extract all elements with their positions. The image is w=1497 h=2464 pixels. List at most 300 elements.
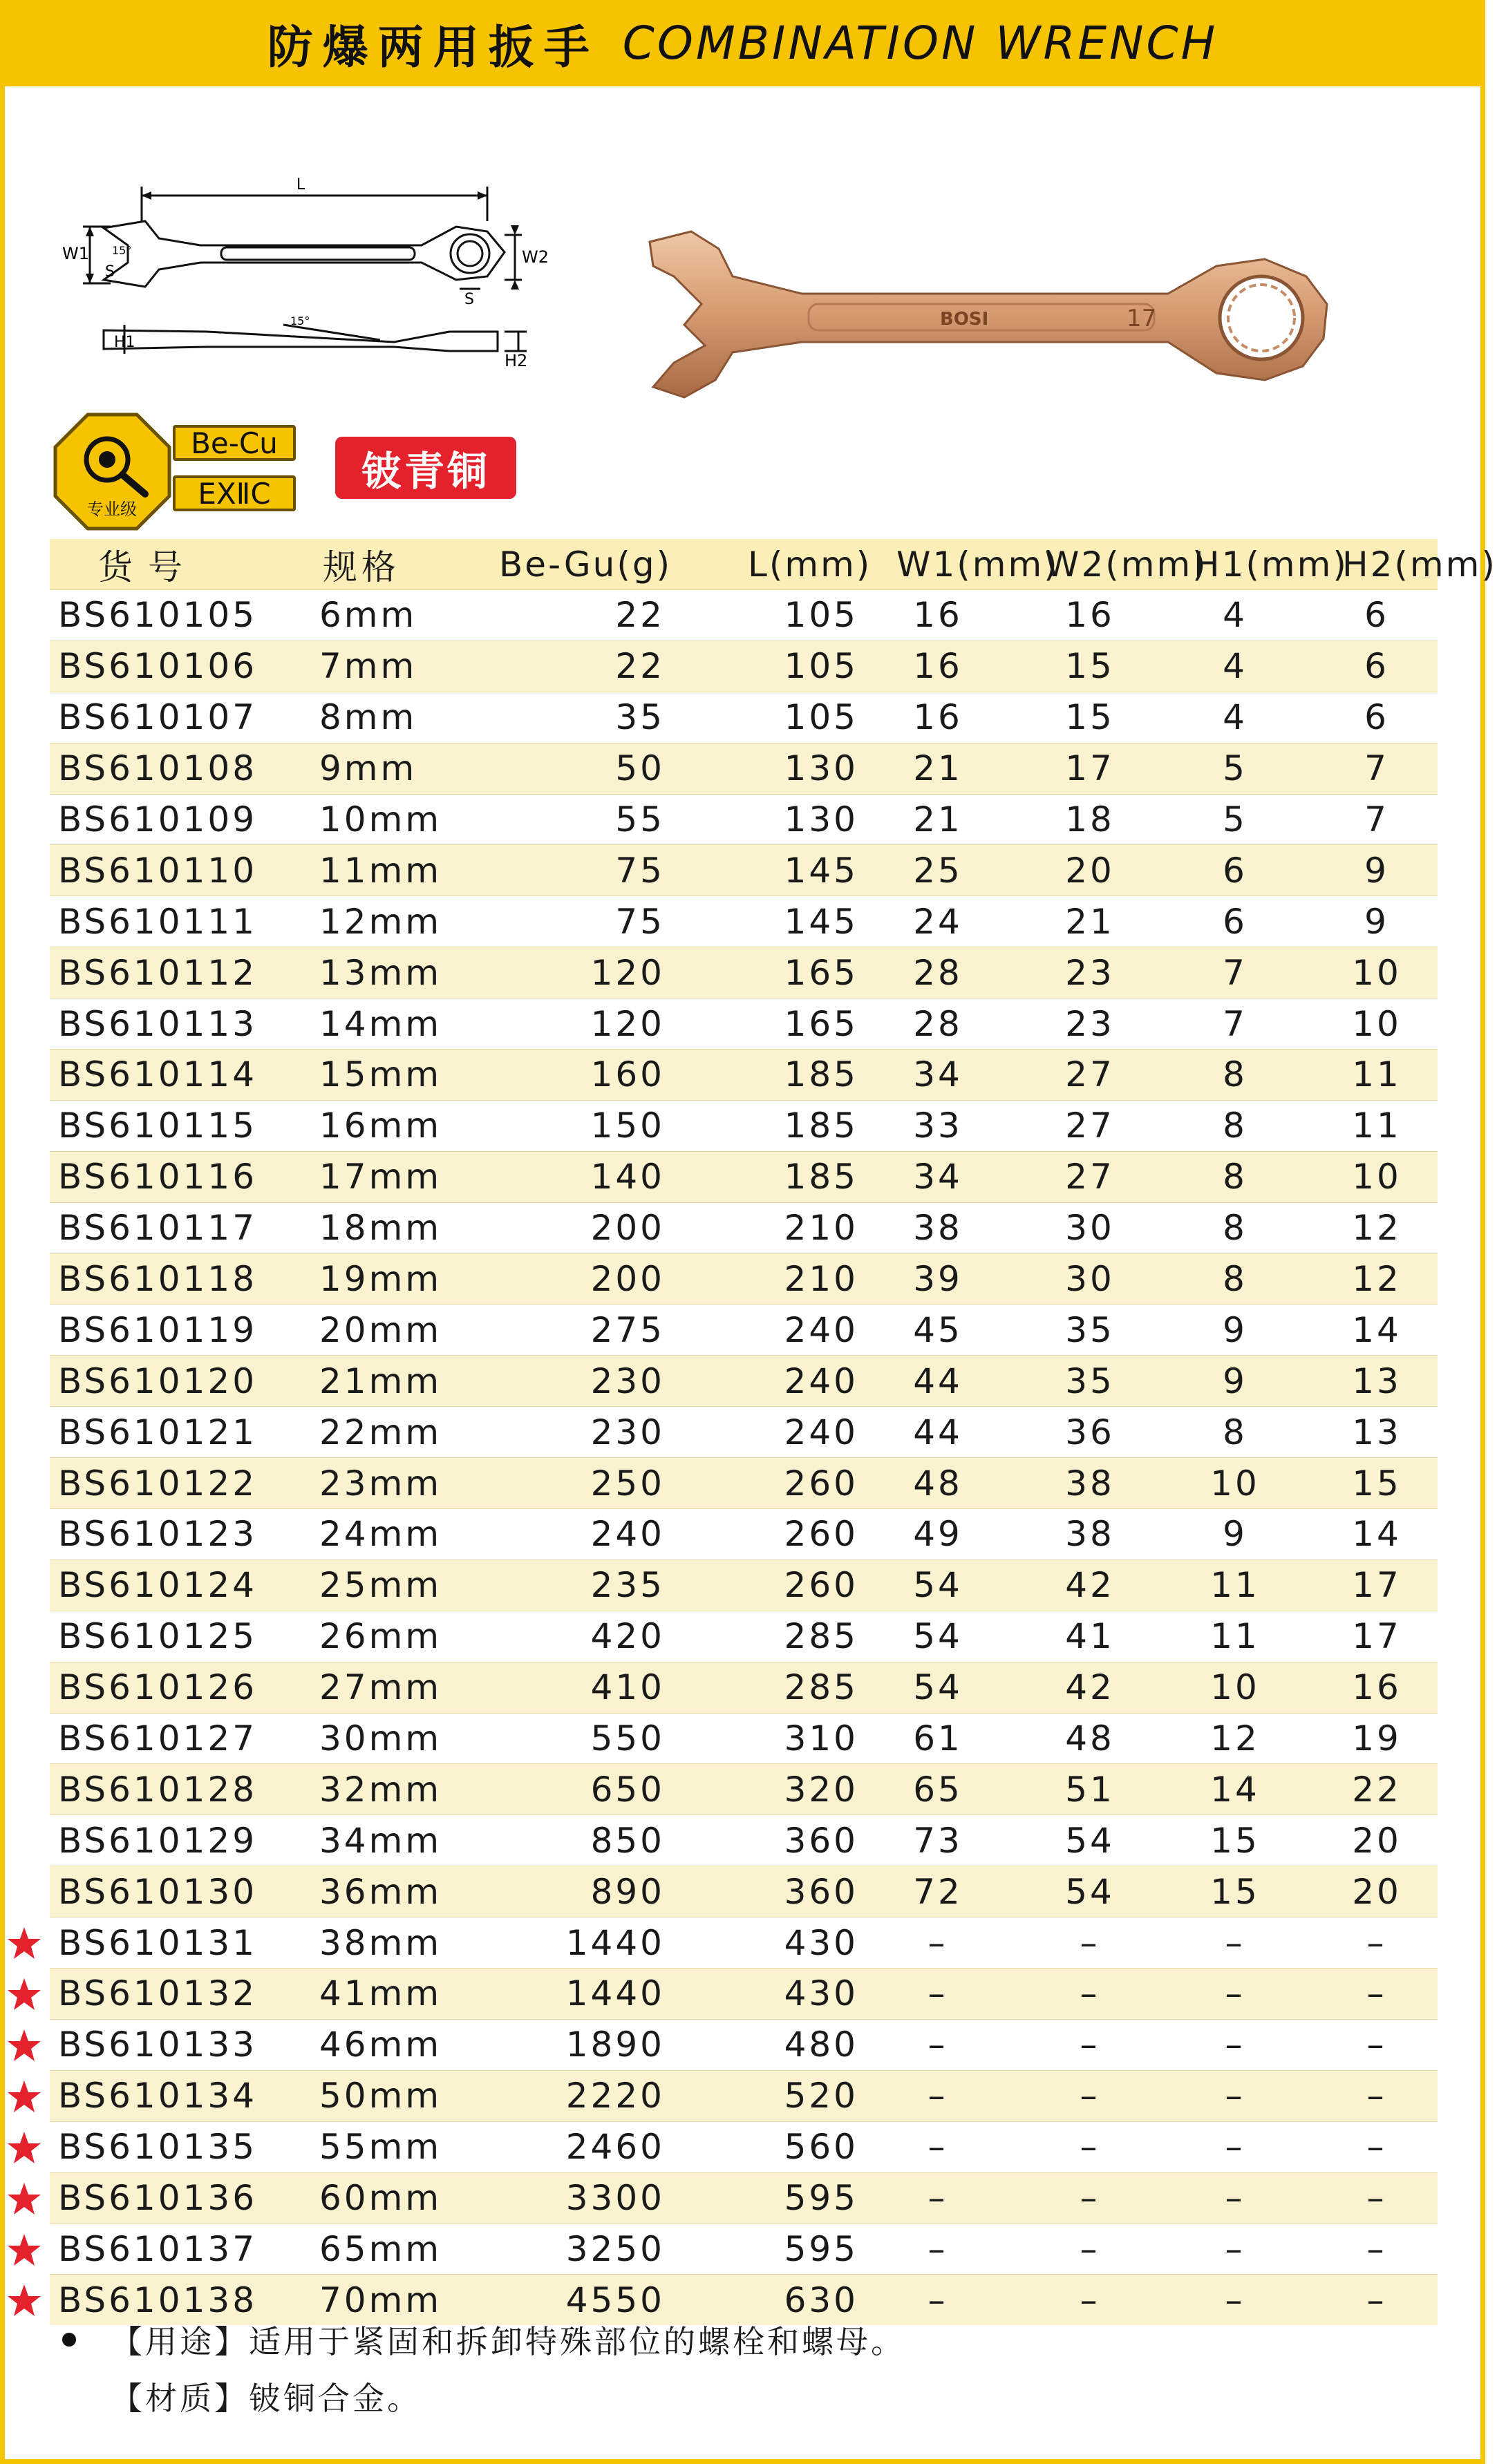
dim-label-W1: W1 [62,244,89,263]
professional-grade-icon [52,411,173,532]
cell-h2: – [1366,2076,1387,2116]
table-row [50,641,1438,692]
page-header [0,0,1485,86]
cell-code: BS610109 [58,799,258,840]
cell-code: BS610128 [58,1769,258,1810]
table-row [50,1713,1438,1764]
cell-h1: 7 [1223,1003,1248,1044]
cell-h2: 14 [1352,1309,1402,1350]
cell-w2: 48 [1065,1718,1115,1759]
cell-code: BS610107 [58,697,258,738]
table-row [50,2070,1438,2121]
cell-length: 130 [784,748,858,789]
photo-brand: BOSI [940,309,989,330]
cell-h1: – [1225,1922,1245,1963]
cell-weight: 1890 [565,2025,665,2065]
cell-h2: 14 [1352,1514,1402,1555]
cell-code: BS610133 [58,2025,258,2065]
cell-code: BS610106 [58,646,258,687]
cell-h2: 10 [1352,1157,1402,1197]
cell-h2: 17 [1352,1565,1402,1606]
table-row [50,1968,1438,2019]
table-row [50,998,1438,1049]
cell-code: BS610116 [58,1157,258,1197]
technical-drawing [62,166,549,373]
cell-h2: 13 [1352,1412,1402,1452]
cell-h2: 20 [1352,1871,1402,1912]
cell-h1: – [1225,2025,1245,2065]
cell-length: 310 [784,1718,858,1759]
cell-size: 10mm [319,799,442,840]
cell-weight: 200 [590,1208,665,1249]
header-code: 货号 [98,547,198,587]
cell-h1: 8 [1223,1412,1248,1452]
cell-h1: 4 [1223,595,1248,636]
cell-w2: 54 [1065,1871,1115,1912]
cell-length: 480 [784,2025,858,2065]
cell-weight: 120 [590,952,665,993]
cell-w1: 44 [913,1412,963,1452]
cell-code: BS610132 [58,1973,258,2014]
note-usage [55,2311,905,2368]
cell-h2: 22 [1352,1769,1402,1810]
cell-code: BS610118 [58,1259,258,1300]
cell-h2: 9 [1364,901,1389,942]
cell-weight: 3300 [565,2178,665,2219]
cell-size: 18mm [319,1208,442,1249]
table-row [50,1202,1438,1253]
cell-weight: 140 [590,1157,665,1197]
cell-w1: 16 [913,646,963,687]
cell-length: 560 [784,2127,858,2168]
cell-weight: 75 [615,850,665,891]
cell-w2: – [1080,1922,1100,1963]
cell-weight: 3250 [565,2228,665,2269]
cell-length: 520 [784,2076,858,2116]
table-row [50,1355,1438,1406]
cell-h1: 6 [1223,901,1248,942]
cell-length: 105 [784,697,858,738]
cell-h2: 10 [1352,952,1402,993]
cell-w2: 27 [1065,1157,1115,1197]
cell-weight: 890 [590,1871,665,1912]
cell-size: 9mm [319,748,417,789]
cell-h2: – [1366,2025,1387,2065]
cell-w2: – [1080,2127,1100,2168]
cell-h1: 8 [1223,1208,1248,1249]
cell-h2: 17 [1352,1616,1402,1657]
cell-weight: 550 [590,1718,665,1759]
cell-size: 70mm [319,2280,442,2320]
star-icon [7,1977,41,2011]
cell-w1: – [928,2076,948,2116]
cell-code: BS610121 [58,1412,258,1452]
cell-h1: – [1225,2280,1245,2320]
cell-weight: 1440 [565,1973,665,2014]
material-badge: Be-Cu [173,425,296,461]
cell-w1: 24 [913,901,963,942]
cell-weight: 22 [615,646,665,687]
cell-weight: 230 [590,1361,665,1401]
cell-h2: – [1366,2178,1387,2219]
title-english: COMBINATION WRENCH [622,17,1218,70]
table-row [50,1917,1438,1968]
table-row [50,1100,1438,1151]
cell-size: 7mm [319,646,417,687]
cell-code: BS610135 [58,2127,258,2168]
cell-size: 41mm [319,1973,442,2014]
cell-size: 19mm [319,1259,442,1300]
table-header-row [50,539,1497,589]
cell-w2: 41 [1065,1616,1115,1657]
cell-code: BS610123 [58,1514,258,1555]
cell-length: 105 [784,646,858,687]
cell-weight: 120 [590,1003,665,1044]
cell-w1: 54 [913,1565,963,1606]
cell-w1: 45 [913,1309,963,1350]
cell-w1: 73 [913,1820,963,1861]
cell-length: 240 [784,1361,858,1401]
cell-length: 145 [784,901,858,942]
cell-length: 595 [784,2178,858,2219]
cell-h2: 12 [1352,1259,1402,1300]
cell-length: 260 [784,1463,858,1504]
cell-h1: 9 [1223,1361,1248,1401]
cell-w2: – [1080,2280,1100,2320]
cell-length: 130 [784,799,858,840]
cell-h1: – [1225,1973,1245,2014]
cell-w2: 35 [1065,1361,1115,1401]
cell-length: 105 [784,595,858,636]
cell-h2: 12 [1352,1208,1402,1249]
spec-table [50,539,1497,2325]
cell-w2: 38 [1065,1463,1115,1504]
cell-h1: 4 [1223,646,1248,687]
star-icon [7,2130,41,2165]
cell-w2: 35 [1065,1309,1115,1350]
dim-label-H2: H2 [505,351,528,370]
table-row [50,1151,1438,1202]
cell-weight: 650 [590,1769,665,1810]
table-row [50,743,1438,794]
cell-length: 285 [784,1616,858,1657]
table-row [50,1457,1438,1508]
cell-w1: 21 [913,799,963,840]
cell-code: BS610129 [58,1820,258,1861]
cell-w2: 51 [1065,1769,1115,1810]
cell-size: 16mm [319,1106,442,1146]
cell-w1: 28 [913,952,963,993]
table-row [50,2172,1438,2224]
cell-w2: 18 [1065,799,1115,840]
cell-weight: 150 [590,1106,665,1146]
cell-length: 595 [784,2228,858,2269]
cell-w2: – [1080,1973,1100,2014]
cell-w1: 38 [913,1208,963,1249]
cell-code: BS610113 [58,1003,258,1044]
cell-w2: 17 [1065,748,1115,789]
cell-w2: 27 [1065,1106,1115,1146]
star-icon [7,2079,41,2114]
cell-h1: 11 [1210,1616,1260,1657]
table-row [50,844,1438,895]
cell-length: 430 [784,1973,858,2014]
cell-code: BS610105 [58,595,258,636]
table-row [50,1662,1438,1713]
cell-w1: 33 [913,1106,963,1146]
cell-w2: 30 [1065,1259,1115,1300]
cell-code: BS610136 [58,2178,258,2219]
cell-w2: – [1080,2228,1100,2269]
cell-weight: 275 [590,1309,665,1350]
cell-size: 12mm [319,901,442,942]
cell-weight: 2460 [565,2127,665,2168]
cell-h1: 8 [1223,1157,1248,1197]
cell-size: 34mm [319,1820,442,1861]
cell-h1: 10 [1210,1463,1260,1504]
header-h2: H2(mm) [1342,544,1497,585]
cell-code: BS610134 [58,2076,258,2116]
cell-code: BS610120 [58,1361,258,1401]
note-usage-text: 【用途】适用于紧固和拆卸特殊部位的螺栓和螺母。 [111,2323,905,2360]
cell-h1: 14 [1210,1769,1260,1810]
cell-code: BS610127 [58,1718,258,1759]
cell-h2: 9 [1364,850,1389,891]
cell-h2: – [1366,1973,1387,2014]
cell-w2: 20 [1065,850,1115,891]
cell-w1: 54 [913,1616,963,1657]
table-row [50,947,1438,998]
cell-length: 165 [784,1003,858,1044]
cell-w1: 61 [913,1718,963,1759]
cell-h1: – [1225,2178,1245,2219]
cell-code: BS610125 [58,1616,258,1657]
cell-h1: 5 [1223,799,1248,840]
cell-w2: 36 [1065,1412,1115,1452]
cell-w1: – [928,1922,948,1963]
cell-w2: 30 [1065,1208,1115,1249]
table-row [50,895,1438,947]
cell-h2: – [1366,2228,1387,2269]
dim-label-W2: W2 [522,247,549,267]
cell-h2: 15 [1352,1463,1402,1504]
header-length: L(mm) [748,544,872,585]
table-row [50,1763,1438,1814]
cell-length: 430 [784,1922,858,1963]
cell-weight: 235 [590,1565,665,1606]
cell-size: 25mm [319,1565,442,1606]
cell-weight: 160 [590,1054,665,1095]
cell-w2: 54 [1065,1820,1115,1861]
cell-weight: 240 [590,1514,665,1555]
table-row [50,1611,1438,1662]
cell-h2: 6 [1364,646,1389,687]
cell-h1: – [1225,2127,1245,2168]
dim-label-angle2: 15° [290,314,310,328]
cell-code: BS610130 [58,1871,258,1912]
cell-w2: 42 [1065,1667,1115,1708]
cell-size: 60mm [319,2178,442,2219]
cell-h1: 5 [1223,748,1248,789]
cell-weight: 410 [590,1667,665,1708]
cell-h2: 6 [1364,595,1389,636]
note-material-text: 【材质】铍铜合金。 [111,2380,422,2417]
cell-size: 15mm [319,1054,442,1095]
cell-length: 165 [784,952,858,993]
grade-label: 专业级 [87,500,137,519]
cell-w2: 38 [1065,1514,1115,1555]
cell-h2: 19 [1352,1718,1402,1759]
cell-weight: 2220 [565,2076,665,2116]
cell-size: 23mm [319,1463,442,1504]
cell-w2: – [1080,2076,1100,2116]
table-row [50,1560,1438,1611]
notes [55,2311,905,2425]
cell-w2: 21 [1065,901,1115,942]
cell-weight: 420 [590,1616,665,1657]
cell-w1: 34 [913,1054,963,1095]
cell-code: BS610131 [58,1922,258,1963]
cell-size: 50mm [319,2076,442,2116]
cell-length: 145 [784,850,858,891]
cell-length: 210 [784,1259,858,1300]
table-row [50,1304,1438,1355]
cell-size: 55mm [319,2127,442,2168]
cell-length: 320 [784,1769,858,1810]
cell-h2: – [1366,2280,1387,2320]
title-chinese: 防爆两用扳手 [267,21,599,74]
header-weight: Be-Gu(g) [499,544,672,585]
table-row [50,1049,1438,1100]
header-size: 规格 [323,547,400,587]
cell-weight: 50 [615,748,665,789]
cell-w2: 27 [1065,1054,1115,1095]
cell-code: BS610122 [58,1463,258,1504]
cell-size: 8mm [319,697,417,738]
header-h1: H1(mm) [1194,544,1348,585]
cell-h1: 8 [1223,1259,1248,1300]
cell-code: BS610137 [58,2228,258,2269]
cell-w1: 44 [913,1361,963,1401]
cell-w2: – [1080,2025,1100,2065]
header-w2: W2(mm) [1045,544,1208,585]
cell-length: 210 [784,1208,858,1249]
cell-w2: 42 [1065,1565,1115,1606]
bullet-icon [62,2333,76,2347]
cell-h2: 7 [1364,799,1389,840]
cell-w1: – [928,2280,948,2320]
cell-h1: 15 [1210,1871,1260,1912]
cell-w2: 16 [1065,595,1115,636]
wrench-photo [643,228,1368,401]
cell-size: 32mm [319,1769,442,1810]
cell-weight: 55 [615,799,665,840]
table-row [50,1406,1438,1457]
cell-w2: 23 [1065,952,1115,993]
cell-h1: 4 [1223,697,1248,738]
cell-h2: 11 [1352,1054,1402,1095]
cell-size: 30mm [319,1718,442,1759]
cell-h1: 12 [1210,1718,1260,1759]
cell-h2: 20 [1352,1820,1402,1861]
cell-h2: 13 [1352,1361,1402,1401]
cell-size: 27mm [319,1667,442,1708]
cell-size: 22mm [319,1412,442,1452]
cell-weight: 4550 [565,2280,665,2320]
cell-h1: 11 [1210,1565,1260,1606]
cell-length: 240 [784,1309,858,1350]
star-icon [7,2283,41,2318]
dim-label-angle1: 15° [112,244,132,257]
cell-weight: 35 [615,697,665,738]
material-cn-badge: 铍青铜 [335,437,516,499]
dim-label-L: L [296,176,305,193]
table-row [50,2224,1438,2275]
cell-h1: 8 [1223,1054,1248,1095]
table-row [50,1866,1438,1917]
cell-w1: 54 [913,1667,963,1708]
table-row [50,1253,1438,1305]
cell-w1: 34 [913,1157,963,1197]
cell-w1: 72 [913,1871,963,1912]
cell-h1: 8 [1223,1106,1248,1146]
star-icon [7,1926,41,1960]
table-row [50,2019,1438,2070]
cell-h2: – [1366,1922,1387,1963]
cell-length: 240 [784,1412,858,1452]
ex-rating-badge: EXⅡC [173,475,296,511]
cell-w1: 16 [913,697,963,738]
cell-h1: – [1225,2076,1245,2116]
cell-code: BS610111 [58,901,258,942]
photo-size: 17 [1127,305,1157,332]
cell-weight: 22 [615,595,665,636]
cell-length: 285 [784,1667,858,1708]
cell-w2: 15 [1065,646,1115,687]
cell-code: BS610112 [58,952,258,993]
cell-w1: 39 [913,1259,963,1300]
cell-h1: 9 [1223,1514,1248,1555]
cell-length: 260 [784,1565,858,1606]
cell-h2: 6 [1364,697,1389,738]
cell-w1: 28 [913,1003,963,1044]
cell-w1: – [928,2127,948,2168]
dim-label-S2: S [464,291,474,308]
cell-w1: – [928,2228,948,2269]
note-material [55,2368,905,2425]
cell-length: 360 [784,1820,858,1861]
table-row [50,692,1438,743]
dim-label-H1: H1 [114,334,135,351]
cell-size: 14mm [319,1003,442,1044]
star-icon [7,2181,41,2216]
table-row [50,794,1438,845]
cell-code: BS610124 [58,1565,258,1606]
star-icon [7,2028,41,2063]
cell-size: 26mm [319,1616,442,1657]
cell-weight: 1440 [565,1922,665,1963]
cell-length: 360 [784,1871,858,1912]
cell-w1: 25 [913,850,963,891]
cell-code: BS610108 [58,748,258,789]
header-w1: W1(mm) [896,544,1060,585]
cell-length: 185 [784,1157,858,1197]
cell-size: 6mm [319,595,417,636]
cell-code: BS610126 [58,1667,258,1708]
table-row [50,1814,1438,1866]
cell-w1: 65 [913,1769,963,1810]
table-row [50,1508,1438,1560]
